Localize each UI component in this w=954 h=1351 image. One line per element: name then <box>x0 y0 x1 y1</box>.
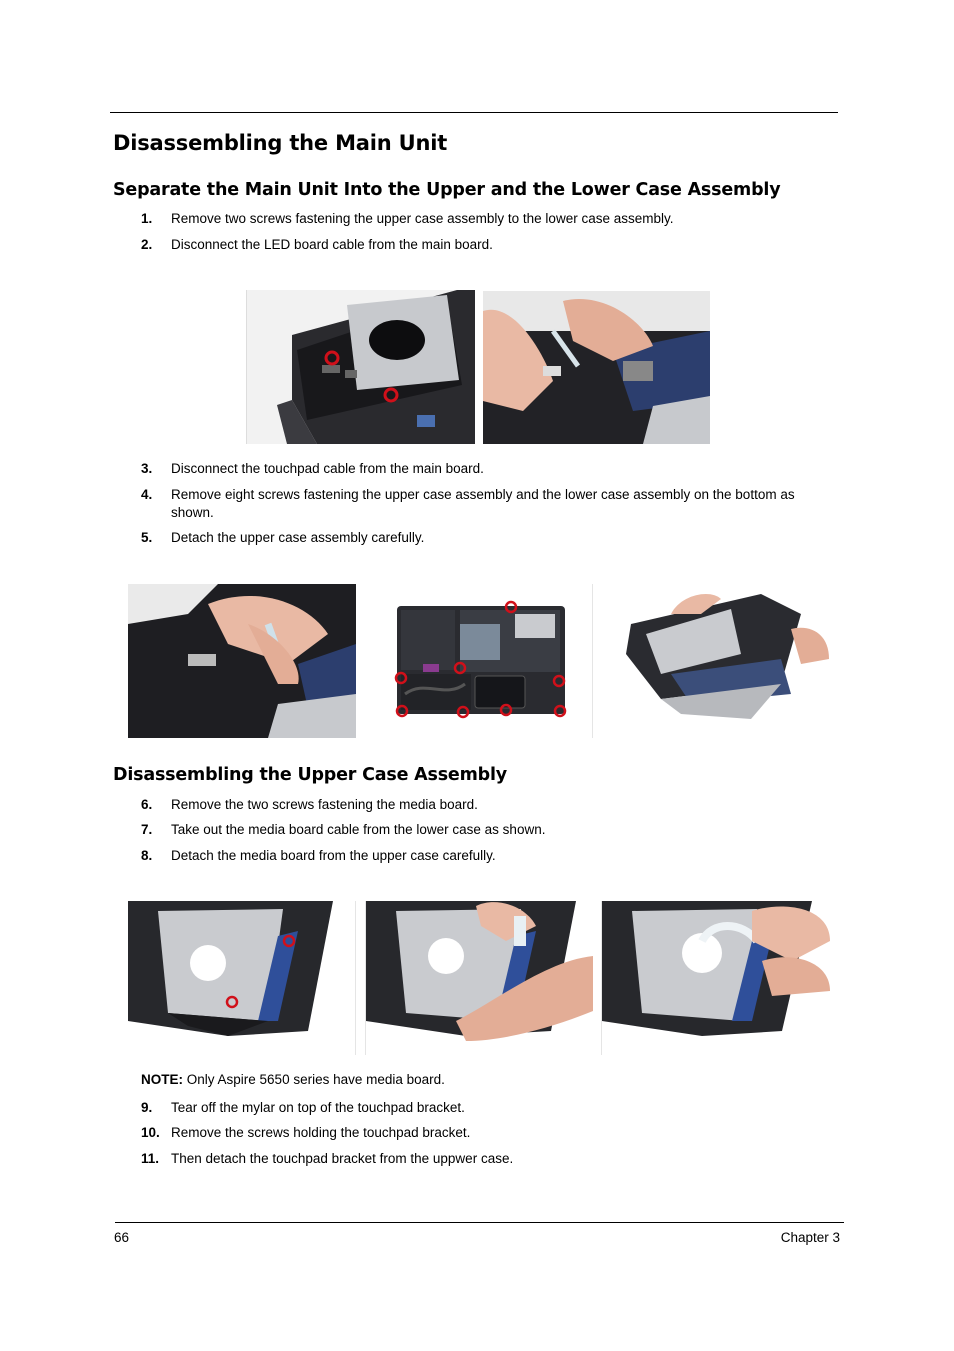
photo-bottom-screws <box>365 584 593 738</box>
chapter-label: Chapter 3 <box>780 1230 840 1245</box>
top-rule <box>110 112 838 113</box>
page-title: Disassembling the Main Unit <box>113 131 448 155</box>
media-board-note <box>141 1071 445 1089</box>
note-label: NOTE: <box>141 1072 183 1087</box>
section-title-upper-case: Disassembling the Upper Case Assembly <box>113 765 507 785</box>
photo-led-cable <box>483 291 710 444</box>
footer-rule <box>115 1222 844 1223</box>
photo-media-board-screws <box>128 901 356 1055</box>
note-text: Only Aspire 5650 series have media board. <box>186 1072 445 1087</box>
page-number: 66 <box>114 1230 130 1245</box>
photo-detach-upper-case <box>601 584 829 738</box>
photo-touchpad-cable <box>128 584 356 738</box>
photo-case-screws <box>246 290 475 444</box>
photo-media-board-cable <box>365 901 593 1055</box>
section-title-separate: Separate the Main Unit Into the Upper and the Lower Case Assembly <box>113 180 781 200</box>
photo-detach-media-board <box>601 901 830 1055</box>
